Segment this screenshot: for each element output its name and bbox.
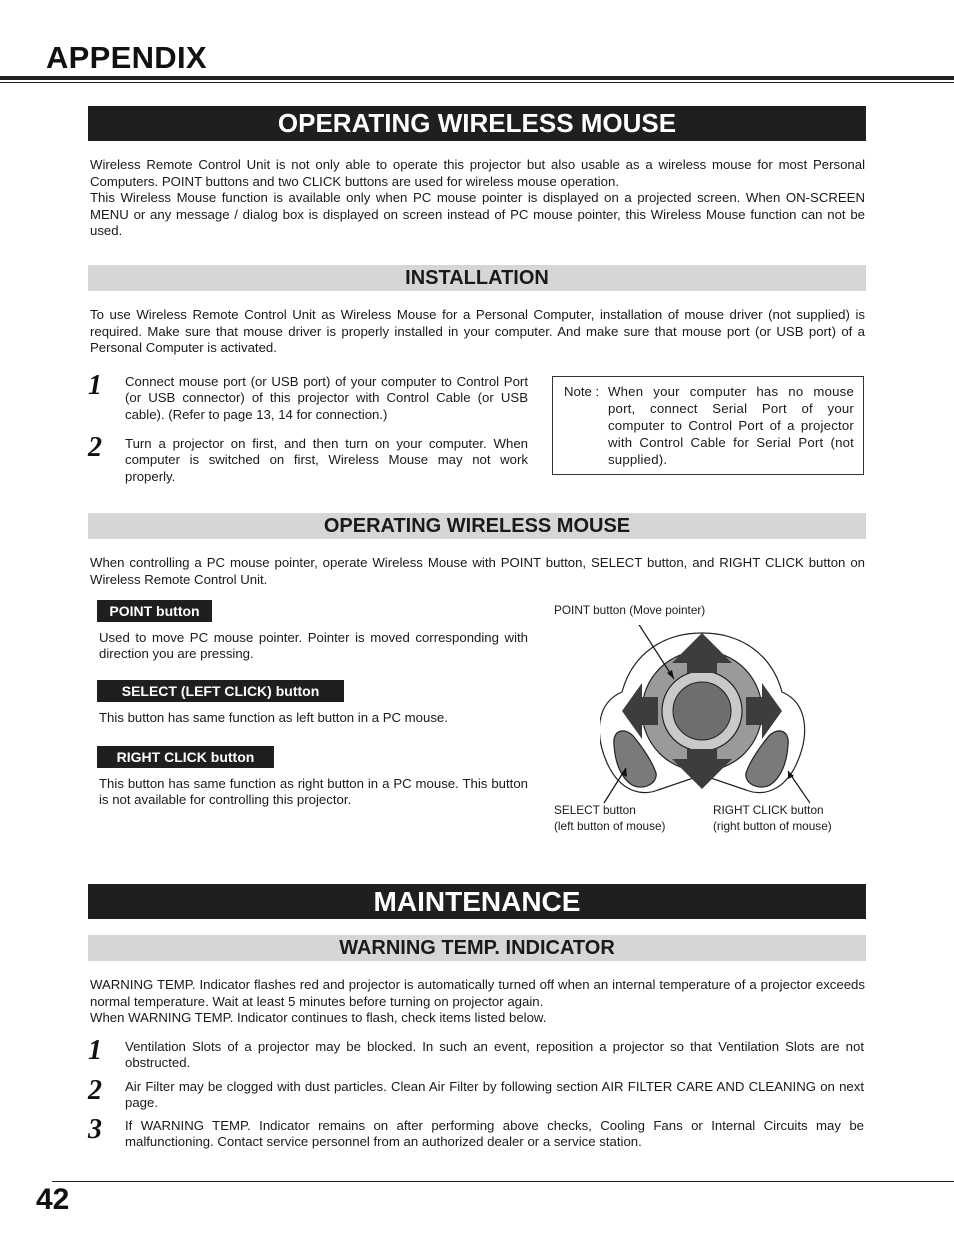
- wireless-mouse-intro: [90, 157, 865, 240]
- step-text: If WARNING TEMP. Indicator remains on after performing above checks, Cooling Fans or Internal Circuits may be malfunctioning. Contact service personnel from an authorized dealer or a service station.: [125, 1118, 864, 1150]
- heading-installation: INSTALLATION: [88, 265, 866, 291]
- section-banner-wireless-mouse: OPERATING WIRELESS MOUSE: [88, 106, 866, 141]
- point-caption: POINT button (Move pointer): [554, 603, 706, 617]
- intro-paragraph: When WARNING TEMP. Indicator continues to flash, check items listed below.: [90, 1010, 547, 1025]
- right-click-text: This button has same function as right button in a PC mouse. This button is not available for controlling this projector.: [99, 776, 528, 808]
- select-caption: [554, 802, 665, 834]
- note-box: [552, 376, 864, 475]
- step-text: Turn a projector on first, and then turn on your computer. When computer is switched on first, Wireless Mouse may not work properly.: [125, 436, 528, 484]
- step-number: 1: [88, 1035, 102, 1066]
- right-click-caption-line2: (right button of mouse): [713, 819, 832, 833]
- header-rule: [0, 76, 954, 80]
- step-text: Ventilation Slots of a projector may be blocked. In such an event, reposition a projector so that Ventilation Slots are not obstructed.: [125, 1039, 864, 1071]
- intro-paragraph: This Wireless Mouse function is available only when PC mouse pointer is displayed on a projected screen. When ON-SCREEN MENU or any message / dialog box is displayed on screen instead of PC mouse pointer, this Wireless Mouse function can not be used.: [90, 190, 865, 238]
- section-banner-maintenance: MAINTENANCE: [88, 884, 866, 919]
- point-button-text: Used to move PC mouse pointer. Pointer is moved corresponding with direction you are pressing.: [99, 630, 528, 662]
- step-text: Connect mouse port (or USB port) of your computer to Control Port (or USB connector) of this projector with Control Cable (or USB cable). (Refer to page 13, 14 for connection.): [125, 374, 528, 422]
- operating-intro: When controlling a PC mouse pointer, operate Wireless Mouse with POINT button, SELECT button, and RIGHT CLICK button on Wireless Remote Control Unit.: [90, 555, 865, 587]
- select-caption-line1: SELECT button: [554, 803, 636, 817]
- right-click-caption: [713, 802, 832, 834]
- page-title: APPENDIX: [46, 40, 207, 75]
- center-button: [673, 682, 731, 740]
- intro-paragraph: Wireless Remote Control Unit is not only able to operate this projector but also usable as a wireless mouse for most Personal Computers. POINT buttons and two CLICK buttons are used for wireless mouse operation.: [90, 157, 865, 189]
- step-number: 1: [88, 370, 102, 401]
- note-label: Note :: [564, 384, 600, 399]
- note-text: When your computer has no mouse port, connect Serial Port of your computer to Control Port of a projector with Control Cable for Serial Port (not supplied).: [608, 384, 854, 467]
- point-button-label: POINT button: [97, 600, 212, 622]
- page-number: 42: [36, 1183, 70, 1216]
- step-number: 2: [88, 432, 102, 463]
- select-button-label: SELECT (LEFT CLICK) button: [97, 680, 344, 702]
- right-click-caption-line1: RIGHT CLICK button: [713, 803, 824, 817]
- intro-paragraph: WARNING TEMP. Indicator flashes red and projector is automatically turned off when an internal temperature of a projector exceeds normal temperature. Wait at least 5 minutes before turning on projector again.: [90, 977, 865, 1009]
- heading-operating: OPERATING WIRELESS MOUSE: [88, 513, 866, 539]
- select-button-text: This button has same function as left button in a PC mouse.: [99, 710, 448, 725]
- installation-intro: To use Wireless Remote Control Unit as Wireless Mouse for a Personal Computer, installation of mouse driver (not supplied) is required. Make sure that mouse driver is properly installed in your computer. And make sure that mouse port (or USB port) of a Personal Computer is activated.: [90, 307, 865, 355]
- step-number: 3: [88, 1114, 102, 1145]
- header-rule-thin: [0, 82, 954, 83]
- step-number: 2: [88, 1075, 102, 1106]
- maintenance-intro: [90, 977, 865, 1027]
- select-caption-line2: (left button of mouse): [554, 819, 666, 833]
- right-click-label: RIGHT CLICK button: [97, 746, 274, 768]
- step-text: Air Filter may be clogged with dust particles. Clean Air Filter by following section AIR FILTER CARE AND CLEANING on next page.: [125, 1079, 864, 1111]
- heading-warning-temp: WARNING TEMP. INDICATOR: [88, 935, 866, 961]
- remote-mouse-diagram: [600, 625, 810, 805]
- footer-rule: [52, 1181, 954, 1182]
